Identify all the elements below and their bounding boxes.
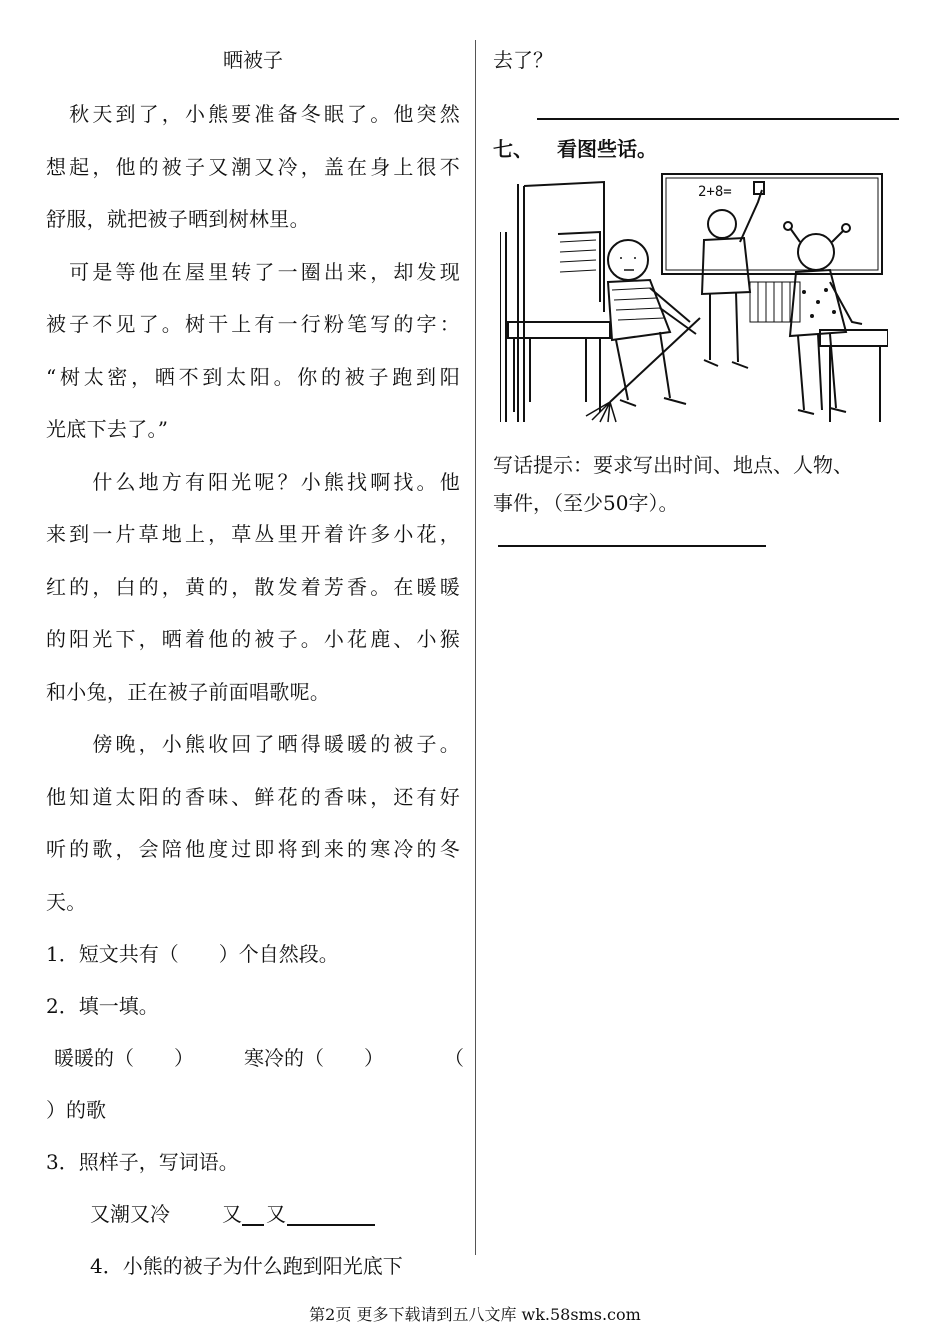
board-text: 2+8= [698, 184, 732, 200]
classroom-illustration [500, 172, 888, 424]
example-word: 又潮又冷 [90, 1202, 170, 1226]
section-number: 七、 [493, 137, 533, 161]
question-2-fill-row [46, 1032, 464, 1084]
section-title: 看图些话。 [557, 137, 657, 161]
question-3: 3．照样子，写词语。 [46, 1150, 239, 1174]
story-line: 秋天到了，小熊要准备冬眠了。他突然 [46, 102, 460, 126]
hint-line-2: 事件，（至少50字）。 [493, 491, 679, 515]
story-line: 他知道太阳的香味、鲜花的香味，还有好 [46, 784, 460, 809]
fill-warm[interactable]: 暖暖的（ ） [54, 1046, 194, 1070]
story-title: 晒被子 [223, 48, 283, 72]
pattern-you-1: 又 [222, 1202, 242, 1226]
story-line: “树太密，晒不到太阳。你的被子跑到阳 [46, 364, 460, 389]
left-column [46, 40, 464, 1292]
pattern-you-2: 又 [266, 1202, 286, 1226]
story-line: 光底下去了。” [46, 417, 169, 441]
story-line: 来到一片草地上，草丛里开着许多小花， [46, 522, 460, 546]
right-column [493, 40, 903, 80]
writing-answer-line[interactable] [498, 545, 766, 547]
writing-hint [493, 446, 898, 522]
story-line: 红的，白的，黄的，散发着芳香。在暖暖 [46, 574, 460, 599]
story-line: 听的歌，会陪他度过即将到来的寒冷的冬 [46, 837, 460, 861]
story-line: 可是等他在屋里转了一圈出来，却发现 [46, 259, 460, 284]
story-line: 想起，他的被子又潮又冷，盖在身上很不 [46, 154, 460, 179]
fill-song-open[interactable]: （ [444, 1046, 464, 1070]
story-line: 天。 [46, 889, 87, 914]
story-line: 被子不见了。树干上有一行粉笔写的字： [46, 312, 460, 336]
story-line: 傍晚，小熊收回了晒得暖暖的被子。 [46, 732, 460, 756]
question-4-continuation: 去了？ [493, 48, 553, 72]
question-3-example-row [46, 1188, 460, 1240]
question-4: 4．小熊的被子为什么跑到阳光底下 [90, 1254, 403, 1278]
question-1: 1．短文共有（ ）个自然段。 [46, 942, 339, 966]
story-line: 和小兔，正在被子前面唱歌呢。 [46, 679, 331, 704]
page-footer: 第2页 更多下载请到五八文库 wk.58sms.com [309, 1305, 641, 1324]
pattern-blank-1[interactable] [242, 1202, 264, 1226]
question-2-fill-row-cont: ）的歌 [46, 1098, 106, 1122]
column-divider [475, 40, 476, 1255]
story-line: 什么地方有阳光呢？小熊找啊找。他 [46, 469, 460, 494]
answer-line[interactable] [537, 118, 899, 120]
section-7-heading [493, 133, 657, 162]
story-line: 的阳光下，晒着他的被子。小花鹿、小猴 [46, 627, 460, 651]
story-line: 舒服，就把被子晒到树林里。 [46, 207, 310, 231]
question-2: 2．填一填。 [46, 994, 159, 1018]
fill-cold[interactable]: 寒冷的（ ） [244, 1046, 384, 1070]
hint-line-1: 写话提示：要求写出时间、地点、人物、 [493, 453, 853, 477]
pattern-blank-2[interactable] [287, 1202, 375, 1226]
